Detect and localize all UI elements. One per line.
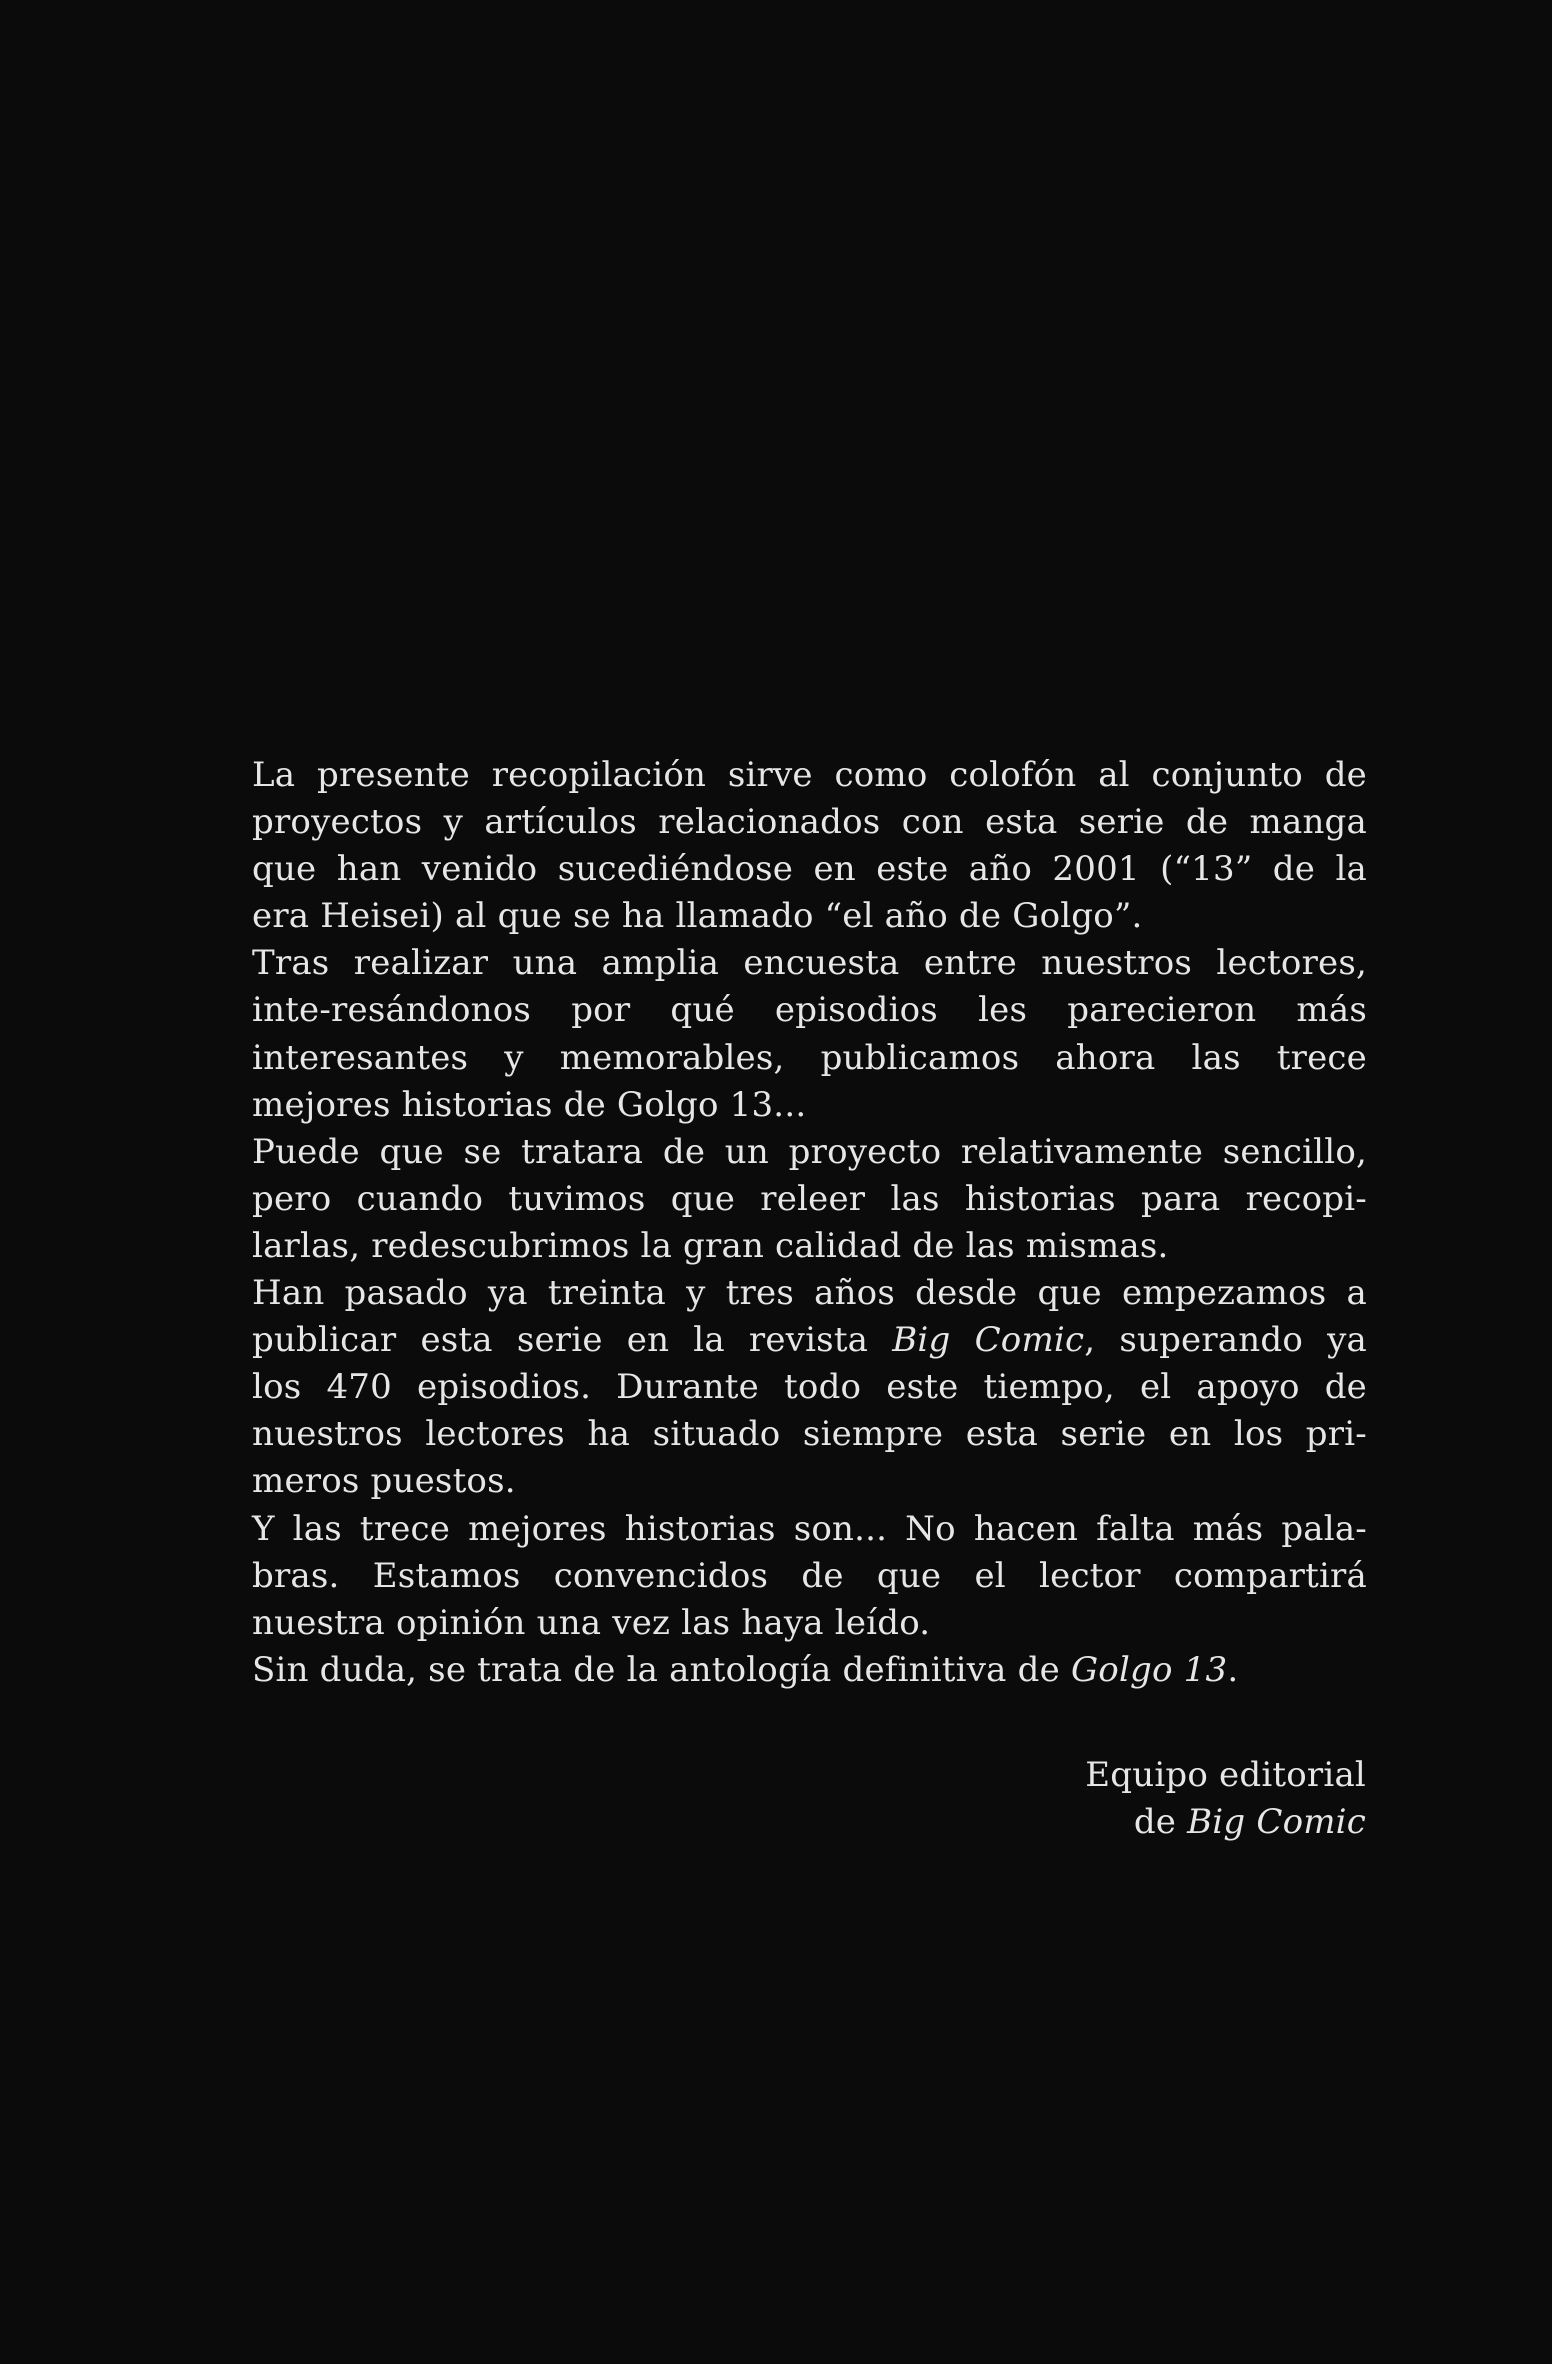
- text-line-segment: meros puestos.: [252, 1461, 516, 1502]
- text-line-segment: pero cuando tuvimos que releer las historias para recopi-: [252, 1178, 1367, 1219]
- text-line-segment: , superando ya: [1084, 1320, 1367, 1361]
- signature-line-2: [1085, 1799, 1366, 1846]
- text-line: [252, 1411, 1367, 1458]
- text-line-segment: Tras realizar una amplia encuesta entre nuestros lectores,: [252, 943, 1367, 984]
- text-line: [252, 940, 1367, 987]
- text-line: [252, 893, 1367, 940]
- text-line-segment: larlas, redescubrimos la gran calidad de las mismas.: [252, 1225, 1169, 1266]
- text-line: [252, 1647, 1367, 1694]
- text-line: [252, 1035, 1367, 1082]
- text-line-segment: proyectos y artículos relacionados con esta serie de manga: [252, 802, 1367, 843]
- text-line: [252, 752, 1367, 799]
- signature-line-1: Equipo editorial: [1085, 1755, 1366, 1795]
- text-line-italic: Golgo 13: [1070, 1649, 1228, 1690]
- text-line-segment: bras. Estamos convencidos de que el lector compartirá: [252, 1555, 1367, 1596]
- text-line-segment: era Heisei) al que se ha llamado “el año de Golgo”.: [252, 896, 1143, 937]
- preface-text: [252, 752, 1367, 1694]
- text-line: [252, 1506, 1367, 1553]
- text-line-segment: nuestra opinión una vez las haya leído.: [252, 1602, 931, 1643]
- text-line-segment: los 470 episodios. Durante todo este tiempo, el apoyo de: [252, 1367, 1367, 1408]
- text-line-segment: Y las trece mejores historias son... No hacen falta más pala-: [252, 1508, 1367, 1549]
- text-line: [252, 1553, 1367, 1600]
- text-line-segment: Sin duda, se trata de la antología definitiva de: [252, 1649, 1071, 1690]
- text-line-segment: .: [1227, 1649, 1239, 1690]
- text-line-segment: Han pasado ya treinta y tres años desde que empezamos a: [252, 1273, 1367, 1314]
- text-line: [252, 1317, 1367, 1364]
- text-line: [252, 846, 1367, 893]
- text-line-segment: Puede que se tratara de un proyecto relativamente sencillo,: [252, 1131, 1367, 1172]
- text-line-segment: publicar esta serie en la revista: [252, 1320, 893, 1361]
- text-line-segment: La presente recopilación sirve como colofón al conjunto de: [252, 755, 1367, 795]
- text-line: [252, 799, 1367, 846]
- text-line: [252, 1600, 1367, 1647]
- text-line-segment: inte-resándonos por qué episodios les parecieron más: [252, 990, 1367, 1031]
- text-line: [252, 1364, 1367, 1411]
- text-line-italic: Big Comic: [892, 1320, 1085, 1361]
- text-line: [252, 1270, 1367, 1317]
- text-line: [252, 987, 1367, 1034]
- text-line-segment: nuestros lectores ha situado siempre esta serie en los pri-: [252, 1414, 1367, 1455]
- text-line: [252, 1129, 1367, 1176]
- signature: [1085, 1752, 1366, 1846]
- text-line: [252, 1082, 1367, 1129]
- text-line-segment: que han venido sucediéndose en este año 2001 (“13” de la: [252, 849, 1367, 890]
- text-line-segment: interesantes y memorables, publicamos ahora las trece: [252, 1037, 1367, 1078]
- text-line: [252, 1458, 1367, 1505]
- text-line: [252, 1223, 1367, 1270]
- text-line-segment: mejores historias de Golgo 13...: [252, 1084, 807, 1125]
- signature-prefix: de: [1133, 1802, 1188, 1842]
- signature-magazine: Big Comic: [1187, 1802, 1366, 1842]
- text-line: [252, 1176, 1367, 1223]
